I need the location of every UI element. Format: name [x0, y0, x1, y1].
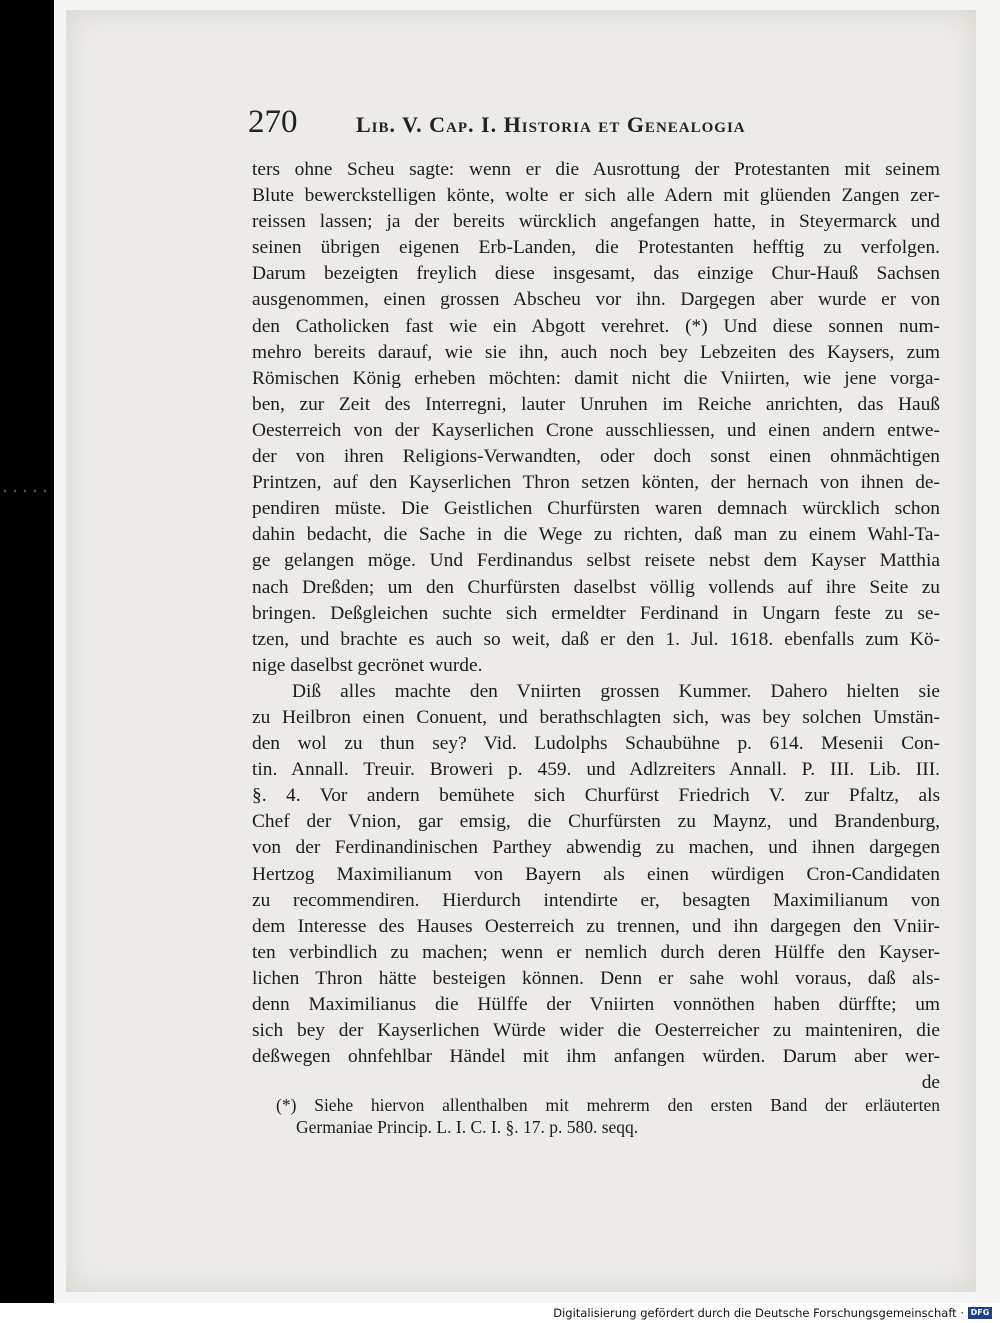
text-line: tzen, und brachte es auch so weit, daß er den 1. Jul. 1618. ebenfalls zum Kö- — [252, 628, 940, 650]
dfg-logo: DFG — [968, 1307, 992, 1319]
text-line: bringen. Deßgleichen suchte sich ermeldter Ferdinand in Ungarn feste zu se- — [252, 602, 940, 624]
text-line: nige daselbst gecrönet wurde. — [252, 654, 483, 676]
text-line: ters ohne Scheu sagte: wenn er die Ausrottung der Protestanten mit seinem — [252, 159, 940, 180]
page-number: 270 — [248, 104, 298, 140]
text-line: ge gelangen möge. Und Ferdinandus selbst reisete nebst dem Kayser Matthia — [252, 550, 940, 572]
text-line: pendiren müste. Die Geistlichen Churfürsten waren demnach würcklich schon — [252, 498, 940, 520]
text-line: lichen Thron hätte besteigen können. Denn er sahe wohl voraus, daß als- — [252, 967, 940, 989]
text-line: Hertzog Maximilianum von Bayern als einen würdigen Cron-Candidaten — [252, 863, 940, 885]
footnote-block — [276, 1094, 940, 1138]
text-line: Darum bezeigten freylich diese insgesamt, das einzige Chur-Hauß Sachsen — [252, 263, 940, 285]
text-line: §. 4. Vor andern bemühete sich Churfürst Friedrich V. zur Pfaltz, als — [252, 785, 940, 807]
running-head: Lib. V. Cap. I. Historia et Genealogia — [356, 112, 746, 137]
text-line: von der Ferdinandinischen Parthey abwendig zu machen, und ihnen dargegen — [252, 837, 940, 859]
text-line: dem Interesse des Hauses Oesterreich zu trennen, und ihn dargegen den Vniir- — [252, 915, 940, 937]
text-line: mehro bereits darauf, wie sie ihn, auch noch bey Lebzeiten des Kaysers, zum — [252, 341, 940, 363]
funding-note: Digitalisierung gefördert durch die Deutsche Forschungsgemeinschaft · — [553, 1306, 964, 1320]
text-line: sich bey der Kayserlichen Würde wider die Oesterreicher zu mainteniren, die — [252, 1020, 940, 1042]
text-line: Diß alles machte den Vniirten grossen Kummer. Dahero hielten sie — [292, 680, 940, 702]
text-line: ten verbindlich zu machen; wenn er nemlich durch deren Hülffe den Kayser- — [252, 941, 940, 963]
text-line: tin. Annall. Treuir. Broweri p. 459. und Adlzreiters Annall. P. III. Lib. III. — [252, 759, 940, 781]
page-header — [248, 104, 848, 144]
text-line: dahin bedacht, die Sache in die Wege zu richten, daß man zu einem Wahl-Ta- — [252, 524, 940, 546]
text-line: den Catholicken fast wie ein Abgott verehret. (*) Und diese sonnen num- — [252, 315, 940, 337]
text-line: denn Maximilianus die Hülffe der Vniirten vonnöthen haben dürffte; um — [252, 994, 940, 1015]
footnote-line: (*) Siehe hiervon allenthalben mit mehrerm den ersten Band der erläuterten — [276, 1095, 940, 1115]
text-line: zu recommendiren. Hierdurch intendirte er, besagten Maximilianum von — [252, 889, 940, 911]
text-line: Chef der Vnion, gar emsig, die Churfürsten zu Maynz, und Brandenburg, — [252, 811, 940, 833]
text-line: seinen übrigen eigenen Erb-Landen, die Protestanten hefftig zu verfolgen. — [252, 237, 940, 259]
text-line: reissen lassen; ja der bereits würcklich angefangen hatte, in Steyermarck und — [252, 211, 940, 233]
text-line: zu Heilbron einen Conuent, und berathschlagten sich, was bey solchen Umstän- — [252, 706, 940, 728]
text-line: ausgenommen, einen grossen Abscheu vor ihn. Dargegen aber wurde er von — [252, 289, 940, 311]
text-line: Römischen König erheben möchten: damit nicht die Vniirten, wie jene vorga- — [252, 367, 940, 389]
scan-edge-marks — [0, 488, 52, 494]
text-line: deßwegen ohnfehlbar Händel mit ihm anfangen würden. Darum aber wer- — [252, 1046, 940, 1068]
text-line: den wol zu thun sey? Vid. Ludolphs Schaubühne p. 614. Mesenii Con- — [252, 733, 940, 755]
text-line: Oesterreich von der Kayserlichen Crone ausschliessen, und einen andern entwe- — [252, 419, 940, 441]
text-line: ben, zur Zeit des Interregni, lauter Unruhen im Reiche anrichten, das Hauß — [252, 393, 940, 415]
text-line: Printzen, auf den Kayserlichen Thron setzen könten, der hernach von ihnen de- — [252, 472, 940, 494]
text-line: der von ihren Religions-Verwandten, oder doch sonst einen ohnmächtigen — [252, 446, 940, 468]
text-line: nach Dreßden; um den Churfürsten daselbst völlig vollends auf ihre Seite zu — [252, 576, 940, 598]
text-line: de — [921, 1072, 940, 1094]
text-line: Blute bewerckstelligen könte, wolte er sich alle Adern mit glüenden Zangen zer- — [252, 185, 940, 207]
footnote-line: Germaniae Princip. L. I. C. I. §. 17. p. 580. seqq. — [296, 1117, 639, 1137]
body-text — [252, 157, 940, 1096]
digitization-footer — [0, 1303, 1000, 1323]
